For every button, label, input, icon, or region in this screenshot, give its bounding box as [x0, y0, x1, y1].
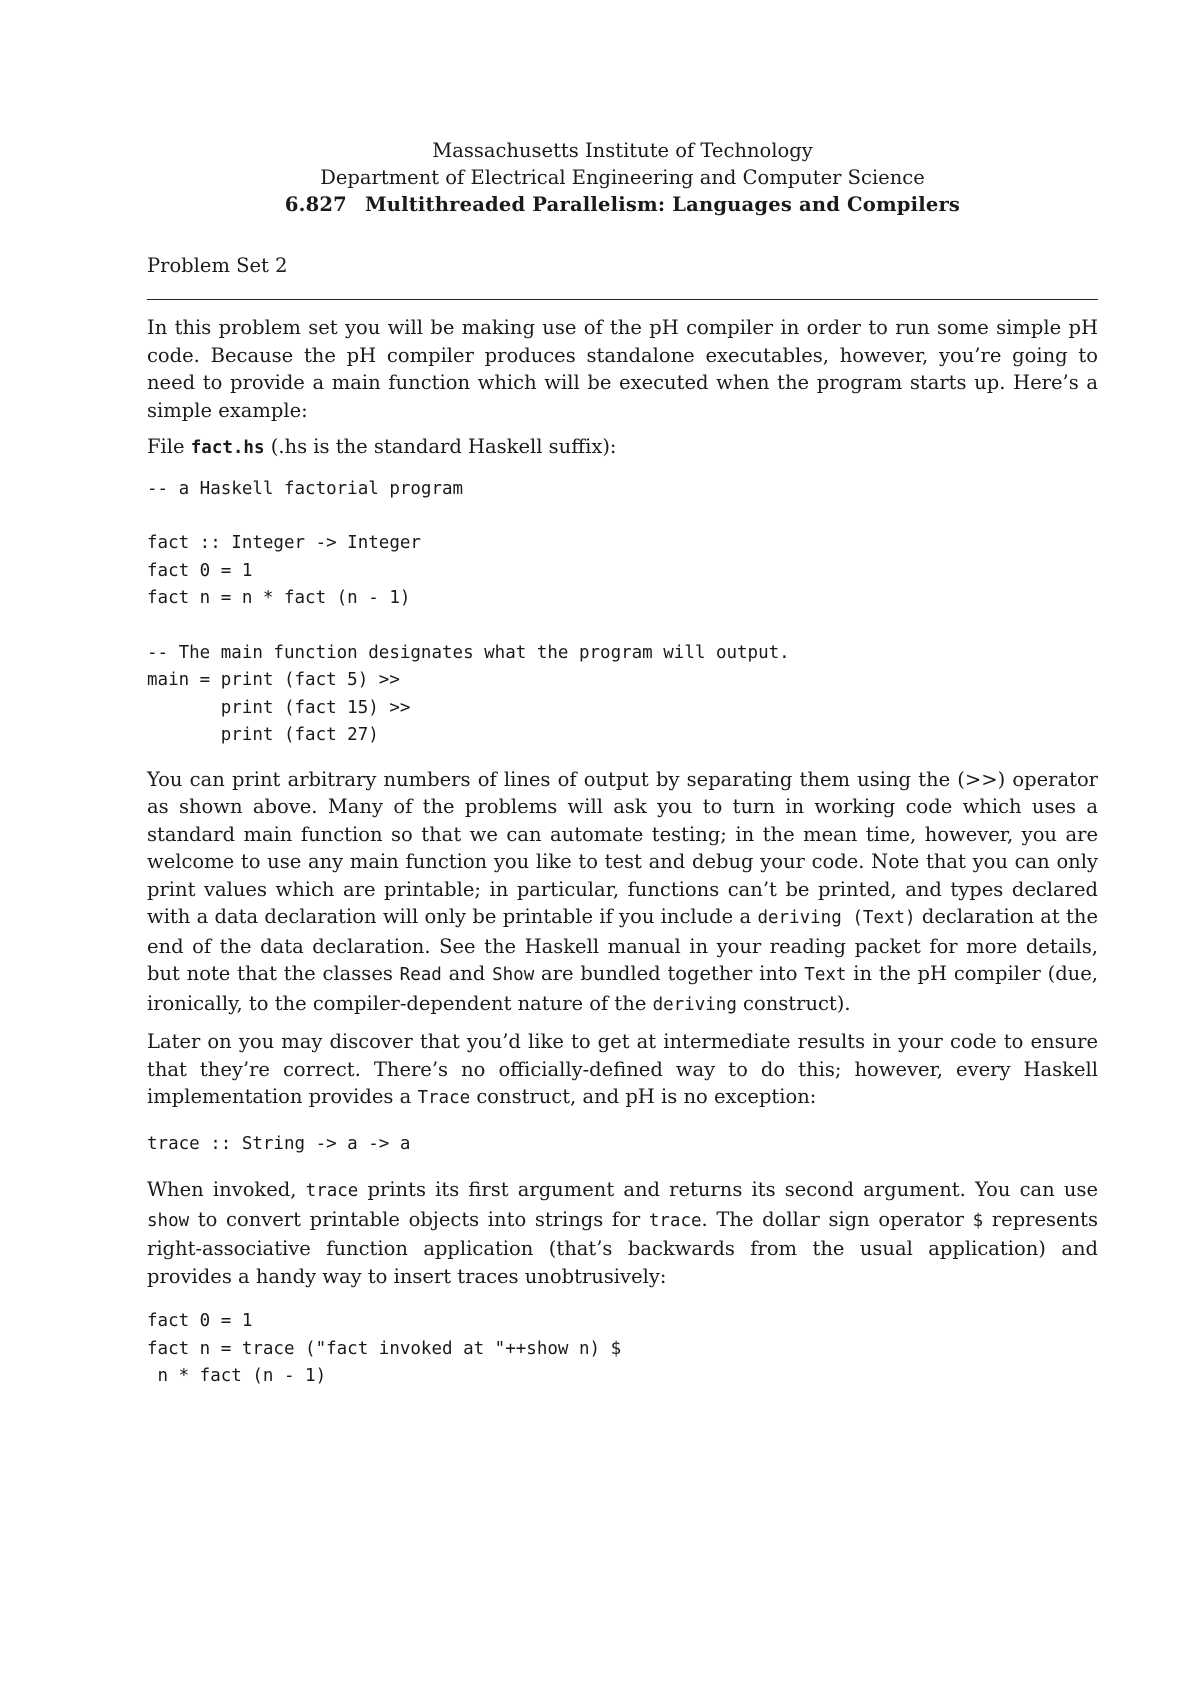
code-line: main = print (fact 5) >> — [147, 670, 400, 690]
file-line-suffix: (.hs is the standard Haskell suffix): — [264, 435, 617, 458]
text-run: construct, and pH is no exception: — [470, 1085, 817, 1108]
code-line: print (fact 27) — [147, 725, 379, 745]
department-name: Department of Electrical Engineering and Computer Science — [320, 166, 925, 189]
text-run: When invoked, — [147, 1178, 306, 1201]
code-line: print (fact 15) >> — [147, 697, 411, 718]
code-block-factorial — [147, 476, 1098, 750]
horizontal-rule — [147, 299, 1098, 300]
code-block-trace — [147, 1308, 1098, 1391]
inline-code: trace — [305, 1181, 359, 1201]
file-name: fact.hs — [190, 438, 265, 458]
file-line-prefix: File — [147, 435, 191, 458]
trace-usage-paragraph — [147, 1176, 1098, 1290]
code-line: fact :: Integer -> Integer — [147, 533, 421, 553]
text-run: Later on you may discover that you’d like to get at intermediate results in your code to ensure that they’re correct. There’s no officially-defined way to do this; however, every Haskell implementation provides a — [147, 1030, 1098, 1108]
printing-paragraph — [147, 766, 1098, 1020]
inline-code: deriving (Text) — [757, 908, 916, 928]
code-line: fact n = n * fact (n - 1) — [147, 588, 411, 608]
document-header — [147, 137, 1098, 218]
trace-intro-paragraph — [147, 1028, 1098, 1113]
course-title: Multithreaded Parallelism: Languages and Compilers — [364, 193, 961, 216]
text-run: to convert printable objects into strings for — [189, 1207, 649, 1231]
course-title-line — [147, 191, 1098, 218]
text-run: and — [441, 962, 493, 985]
inline-code: Show — [492, 965, 535, 985]
inline-code: Read — [399, 965, 442, 985]
text-run: You can print arbitrary numbers of lines of output by separating them using the (>>) operator as shown above. Many of the problems will ask you to turn in working code which uses a standard main function so that we can automate testing; in the mean time, however, you are welcome to use any main function you like to test and debug your code. Note that you can only print values which are printable; in particular, functions can’t be printed, and types declared with a data declaration will only be printable if you include a — [147, 767, 1098, 928]
institution-name: Massachusetts Institute of Technology — [432, 139, 813, 162]
course-number: 6.827 — [284, 193, 347, 216]
text-run: declaration at the end of the data declaration. See the Haskell manual in your reading packet for more details, but note that the classes — [147, 905, 1098, 985]
text-run: . The dollar sign operator — [701, 1207, 973, 1231]
inline-code: Text — [804, 965, 847, 985]
code-line: fact 0 = 1 — [147, 560, 253, 581]
text-run: prints its first argument and returns its second argument. You can use — [358, 1178, 1099, 1201]
code-comment: -- The main function designates what the program will output. — [147, 642, 790, 663]
code-line: fact n = trace ("fact invoked at "++show n) $ — [147, 1338, 622, 1359]
intro-paragraph: In this problem set you will be making use of the pH compiler in order to run some simple pH code. Because the pH compiler produces standalone executables, however, you’re going to need to provide a main function which will be executed when the program starts up. Here’s a simple example: — [147, 316, 1098, 422]
code-line: fact 0 = 1 — [147, 1311, 253, 1331]
text-run: are bundled together into — [534, 962, 805, 985]
code-comment: -- a Haskell factorial program — [147, 478, 464, 499]
inline-code: trace — [648, 1210, 702, 1231]
text-run: in the pH compiler (due, ironically, to the compiler-dependent nature of the — [147, 962, 1098, 1015]
text-run: construct). — [736, 991, 851, 1015]
inline-code: Trace — [417, 1088, 471, 1108]
file-line — [147, 433, 1098, 463]
inline-code: deriving — [652, 994, 737, 1015]
code-line: n * fact (n - 1) — [147, 1366, 327, 1386]
inline-code: $ — [972, 1210, 984, 1231]
problem-set-title: Problem Set 2 — [147, 254, 288, 277]
trace-signature: trace :: String -> a -> a — [147, 1133, 411, 1154]
inline-code: show — [147, 1210, 190, 1231]
text-run: represents right-associative function application (that’s backwards from the usual application) and provides a handy way to insert traces unobtrusively: — [147, 1207, 1098, 1288]
document-page — [147, 137, 1098, 1391]
